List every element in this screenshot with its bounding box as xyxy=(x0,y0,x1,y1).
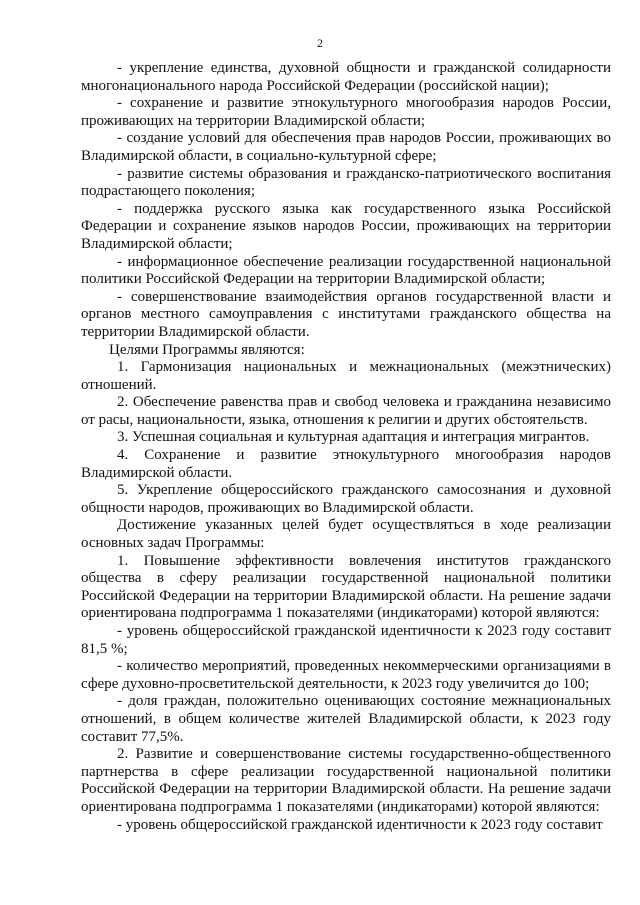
paragraph: - доля граждан, положительно оценивающих состояние межнациональных отношений, в общем количестве жителей Владимирской области, к 2023 году составит 77,5%. xyxy=(81,693,611,745)
paragraph: - информационное обеспечение реализации государственной национальной политики Российской Федерации на территории Владимирской области; xyxy=(81,253,611,288)
paragraph: - совершенствование взаимодействия органов государственной власти и органов местного самоуправления с институтами гражданского общества на территории Владимирской области. xyxy=(81,288,611,340)
paragraph: - развитие системы образования и гражданско-патриотического воспитания подрастающего поколения; xyxy=(81,165,611,200)
paragraph: 3. Успешная социальная и культурная адаптация и интеграция мигрантов. xyxy=(117,429,590,446)
paragraph: Целями Программы являются: xyxy=(109,341,305,358)
paragraph: - создание условий для обеспечения прав народов России, проживающих во Владимирской области, в социально-культурной сфере; xyxy=(81,130,611,164)
paragraph: - укрепление единства, духовной общности и гражданской солидарности многонационального народа Российской Федерации (российской нации); xyxy=(81,60,611,94)
paragraph: Достижение указанных целей будет осуществляться в ходе реализации основных задач Программы: xyxy=(81,517,611,552)
paragraph: 1. Гармонизация национальных и межнациональных (межэтнических) отношений. xyxy=(81,359,611,393)
paragraph: 2. Обеспечение равенства прав и свобод человека и гражданина независимо от расы, национальности, языка, отношения к религии и других обстоятельств. xyxy=(81,394,611,428)
paragraph: - поддержка русского языка как государственного языка Российской Федерации и сохранение языков народов России, проживающих на территории Владимирской области; xyxy=(81,200,611,252)
document-body xyxy=(81,60,611,834)
paragraph: - сохранение и развитие этнокультурного многообразия народов России, проживающих на территории Владимирской области; xyxy=(81,95,611,129)
paragraph: - уровень общероссийской гражданской идентичности к 2023 году составит 81,5 %; xyxy=(81,623,611,657)
paragraph: 4. Сохранение и развитие этнокультурного многообразия народов Владимирской области. xyxy=(81,447,611,481)
paragraph: 5. Укрепление общероссийского гражданского самосознания и духовной общности народов, проживающих во Владимирской области. xyxy=(81,482,611,516)
page-number: 2 xyxy=(317,36,323,50)
paragraph: - количество мероприятий, проведенных некоммерческими организациями в сфере духовно-просветительской деятельности, к 2023 году увеличится до 100; xyxy=(81,658,611,692)
paragraph: - уровень общероссийской гражданской идентичности к 2023 году составит xyxy=(117,816,603,833)
paragraph: 2. Развитие и совершенствование системы государственно-общественного партнерства в сфере реализации государственной национальной политики Российской Федерации на территории Владимирской области. На решение задачи ориентирована подпрограмма 1 показателями (индикаторами) которой являются: xyxy=(81,746,611,815)
paragraph: 1. Повышение эффективности вовлечения институтов гражданского общества в сферу реализации государственной национальной политики Российской Федерации на территории Владимирской области. На решение задачи ориентирована подпрограмма 1 показателями (индикаторами) которой являются: xyxy=(81,552,611,622)
